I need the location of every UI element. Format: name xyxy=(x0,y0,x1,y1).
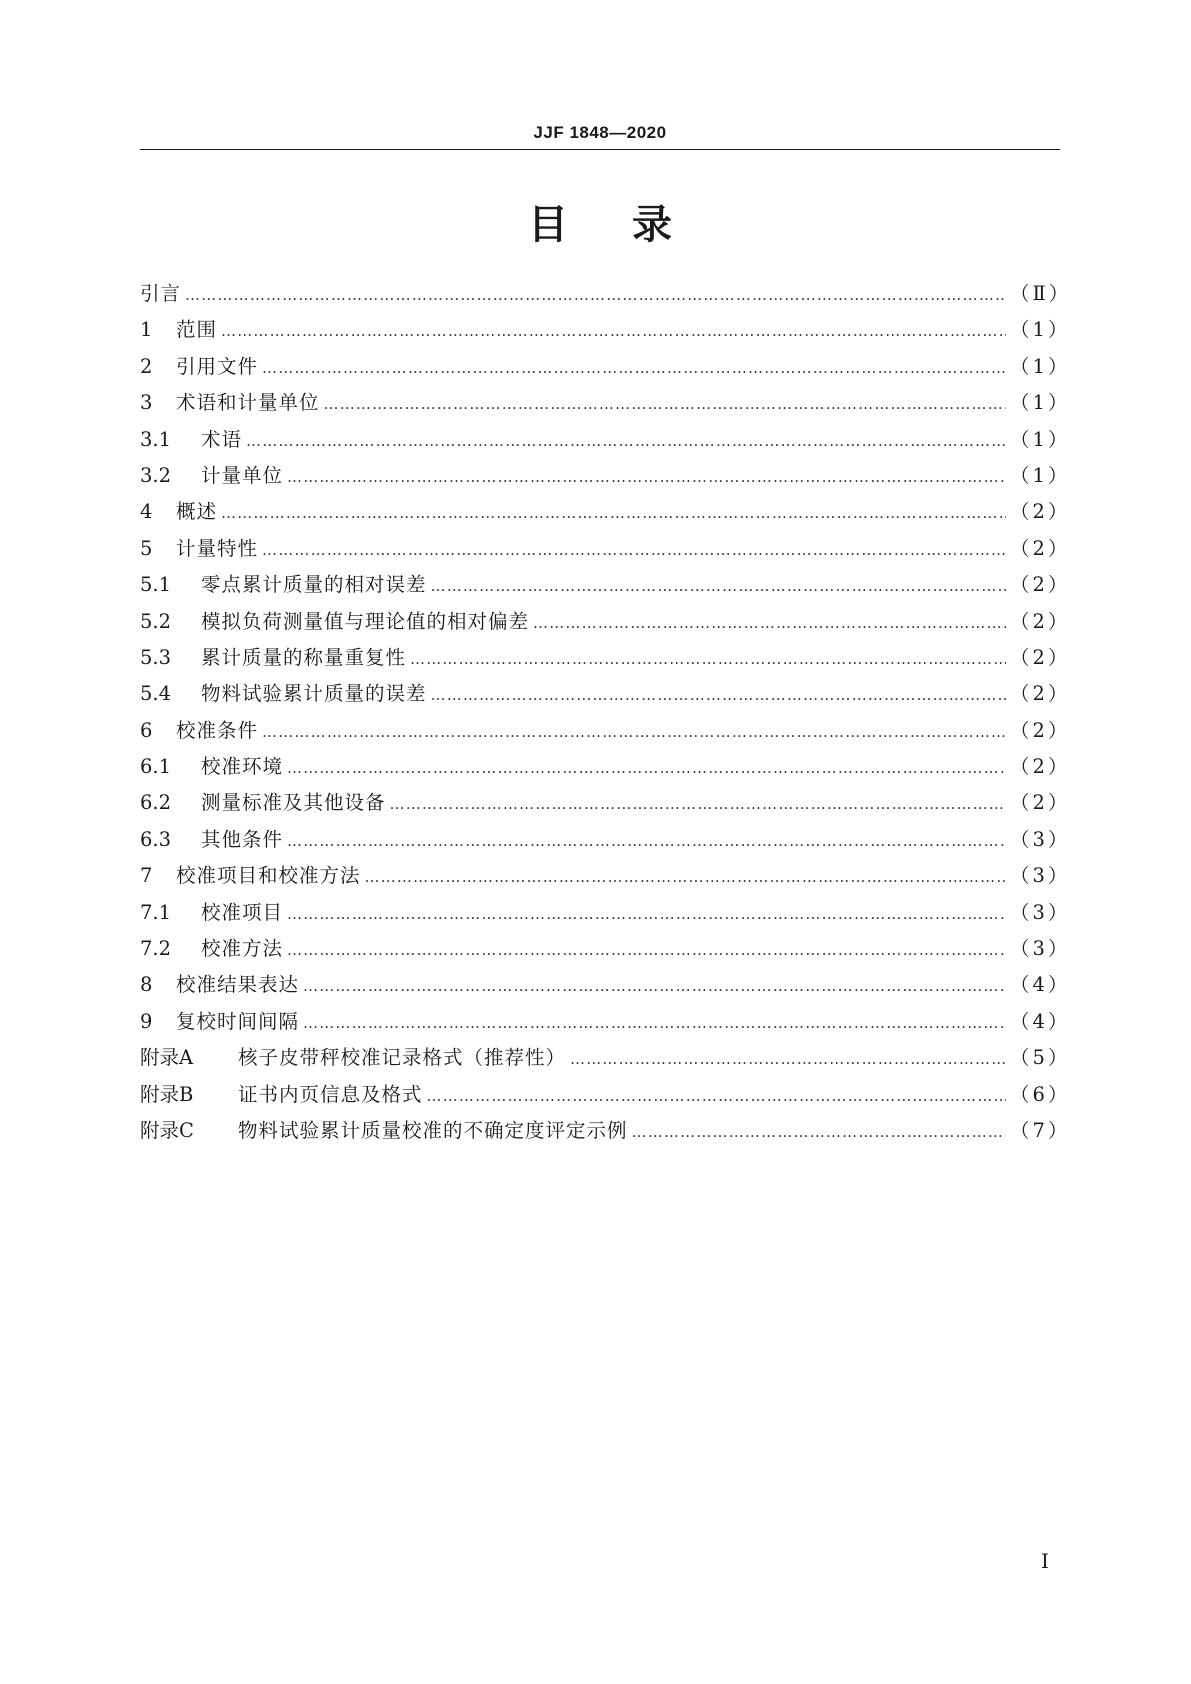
toc-entry-label: 累计质量的称量重复性 xyxy=(201,645,407,669)
toc-entry-page: （7） xyxy=(1010,1118,1071,1142)
toc-entry[interactable] xyxy=(140,276,1072,312)
toc-entry-label: 范围 xyxy=(176,318,218,342)
toc-entry-label: 校准项目和校准方法 xyxy=(176,864,361,888)
toc-leader-dots xyxy=(287,896,1006,932)
toc-entry-label: 物料试验累计质量校准的不确定度评定示例 xyxy=(238,1118,628,1142)
toc-entry[interactable] xyxy=(140,749,1071,785)
toc-leader-dots xyxy=(390,786,1006,822)
toc-entry-number: 附录C xyxy=(140,1118,194,1142)
toc-entry-label: 零点累计质量的相对误差 xyxy=(201,573,427,597)
toc-entry-number: 7.2 xyxy=(140,937,172,961)
toc-entry-number: 7.1 xyxy=(140,900,172,924)
toc-entry-number: 3.1 xyxy=(140,427,172,451)
toc-entry-page: （3） xyxy=(1010,864,1071,888)
toc-entry-page: （3） xyxy=(1010,900,1071,924)
header-divider xyxy=(140,149,1060,150)
toc-entry-page: （3） xyxy=(1010,827,1071,851)
toc-entry-label: 计量特性 xyxy=(176,536,259,560)
toc-entry[interactable] xyxy=(140,604,1071,640)
toc-leader-dots xyxy=(221,495,1006,531)
toc-entry-number: 5.2 xyxy=(140,609,172,633)
toc-entry[interactable] xyxy=(140,349,1071,385)
toc-leader-dots xyxy=(410,641,1006,677)
toc-entry[interactable] xyxy=(140,1113,1071,1149)
toc-entry-page: （1） xyxy=(1010,463,1071,487)
toc-entry-number: 6.2 xyxy=(140,791,172,815)
toc-leader-dots xyxy=(287,823,1006,859)
toc-entry[interactable] xyxy=(140,531,1071,567)
toc-entry-page: （4） xyxy=(1010,1009,1071,1033)
toc-entry-number: 6.3 xyxy=(140,827,172,851)
toc-entry[interactable] xyxy=(140,567,1071,603)
toc-entry-number: 5.3 xyxy=(140,645,172,669)
toc-entry-number: 1 xyxy=(140,318,153,342)
toc-entry-page: （6） xyxy=(1010,1082,1071,1106)
toc-entry[interactable] xyxy=(140,713,1071,749)
toc-entry[interactable] xyxy=(140,858,1071,894)
toc-leader-dots xyxy=(287,932,1006,968)
toc-entry-label: 测量标准及其他设备 xyxy=(201,791,386,815)
toc-entry-number: 附录A xyxy=(140,1046,194,1070)
toc-entry[interactable] xyxy=(140,895,1071,931)
toc-leader-dots xyxy=(287,459,1006,495)
toc-leader-dots xyxy=(303,1005,1006,1041)
toc-entry-number: 6.1 xyxy=(140,755,172,779)
toc-entry[interactable] xyxy=(140,494,1071,530)
toc-entry-page: （3） xyxy=(1010,937,1071,961)
toc-entry[interactable] xyxy=(140,1077,1071,1113)
document-code-header: JJF 1848—2020 xyxy=(533,123,667,142)
toc-leader-dots xyxy=(303,968,1006,1004)
toc-leader-dots xyxy=(324,386,1006,422)
toc-entry-label: 引用文件 xyxy=(176,354,259,378)
toc-entry-label: 校准环境 xyxy=(201,755,284,779)
toc-entry-page: （1） xyxy=(1010,354,1071,378)
toc-entry-number: 附录B xyxy=(140,1082,194,1106)
toc-leader-dots xyxy=(221,313,1006,349)
toc-entry-page: （2） xyxy=(1010,718,1071,742)
toc-entry-number: 6 xyxy=(140,718,153,742)
toc-entry[interactable] xyxy=(140,1004,1071,1040)
toc-entry-label: 计量单位 xyxy=(201,463,284,487)
toc-leader-dots xyxy=(431,568,1006,604)
toc-entry[interactable] xyxy=(140,385,1071,421)
toc-entry-number: 4 xyxy=(140,500,153,524)
toc-entry-page: （2） xyxy=(1010,755,1071,779)
toc-entry-number: 5 xyxy=(140,536,153,560)
toc-entry-page: （4） xyxy=(1010,973,1071,997)
toc-entry[interactable] xyxy=(140,967,1071,1003)
toc-entry-number: 5.4 xyxy=(140,682,172,706)
toc-leader-dots xyxy=(185,277,1006,313)
toc-entry-page: （2） xyxy=(1010,536,1071,560)
toc-entry-page: （2） xyxy=(1010,609,1071,633)
toc-entry[interactable] xyxy=(140,640,1071,676)
toc-leader-dots xyxy=(533,605,1006,641)
toc-leader-dots xyxy=(431,677,1006,713)
toc-title: 目录 xyxy=(528,202,736,248)
toc-entry-page: （1） xyxy=(1010,391,1071,415)
toc-entry-label: 校准方法 xyxy=(201,937,284,961)
toc-entry-number: 9 xyxy=(140,1009,153,1033)
toc-leader-dots xyxy=(246,423,1006,459)
toc-entry[interactable] xyxy=(140,785,1071,821)
toc-entry-number: 3.2 xyxy=(140,463,172,487)
toc-leader-dots xyxy=(427,1078,1006,1114)
toc-leader-dots xyxy=(262,532,1006,568)
toc-entry-page: （1） xyxy=(1010,318,1071,342)
toc-entry[interactable] xyxy=(140,312,1071,348)
toc-entry-label: 核子皮带秤校准记录格式（推荐性） xyxy=(238,1046,567,1070)
toc-leader-dots xyxy=(365,859,1006,895)
toc-entry-number: 7 xyxy=(140,864,153,888)
toc-entry-page: （1） xyxy=(1010,427,1071,451)
toc-entry-label: 术语和计量单位 xyxy=(176,391,320,415)
toc-entry-label: 物料试验累计质量的误差 xyxy=(201,682,427,706)
toc-entry-page: （2） xyxy=(1010,682,1071,706)
toc-leader-dots xyxy=(262,714,1006,750)
toc-leader-dots xyxy=(570,1041,1006,1077)
toc-entry-page: （2） xyxy=(1010,573,1071,597)
toc-entry-label: 校准项目 xyxy=(201,900,284,924)
toc-entry[interactable] xyxy=(140,676,1071,712)
toc-entry-page: （5） xyxy=(1010,1046,1071,1070)
toc-entry[interactable] xyxy=(140,1040,1071,1076)
toc-entry-label: 校准条件 xyxy=(176,718,259,742)
toc-entry-label: 模拟负荷测量值与理论值的相对偏差 xyxy=(201,609,530,633)
toc-entry[interactable] xyxy=(140,931,1071,967)
toc-leader-dots xyxy=(287,750,1006,786)
toc-entry-page: （Ⅱ） xyxy=(1010,282,1072,305)
toc-entry-label: 引言 xyxy=(140,282,182,305)
toc-entry-label: 其他条件 xyxy=(201,827,284,851)
toc-entry-page: （2） xyxy=(1010,645,1071,669)
toc-entry-number: 5.1 xyxy=(140,573,172,597)
toc-entry-number: 2 xyxy=(140,354,153,378)
table-of-contents xyxy=(140,276,1072,1149)
toc-leader-dots xyxy=(262,350,1006,386)
toc-entry-label: 校准结果表达 xyxy=(176,973,300,997)
toc-entry-page: （2） xyxy=(1010,500,1071,524)
toc-leader-dots xyxy=(632,1114,1006,1150)
toc-entry-number: 8 xyxy=(140,973,153,997)
toc-entry-label: 概述 xyxy=(176,500,218,524)
toc-entry-label: 证书内页信息及格式 xyxy=(238,1082,423,1106)
toc-entry[interactable] xyxy=(140,422,1071,458)
toc-entry-label: 复校时间间隔 xyxy=(176,1009,300,1033)
toc-entry[interactable] xyxy=(140,822,1071,858)
toc-entry-number: 3 xyxy=(140,391,153,415)
toc-entry[interactable] xyxy=(140,458,1071,494)
page-number: Ⅰ xyxy=(1041,1549,1049,1573)
toc-entry-page: （2） xyxy=(1010,791,1071,815)
toc-entry-label: 术语 xyxy=(201,427,243,451)
